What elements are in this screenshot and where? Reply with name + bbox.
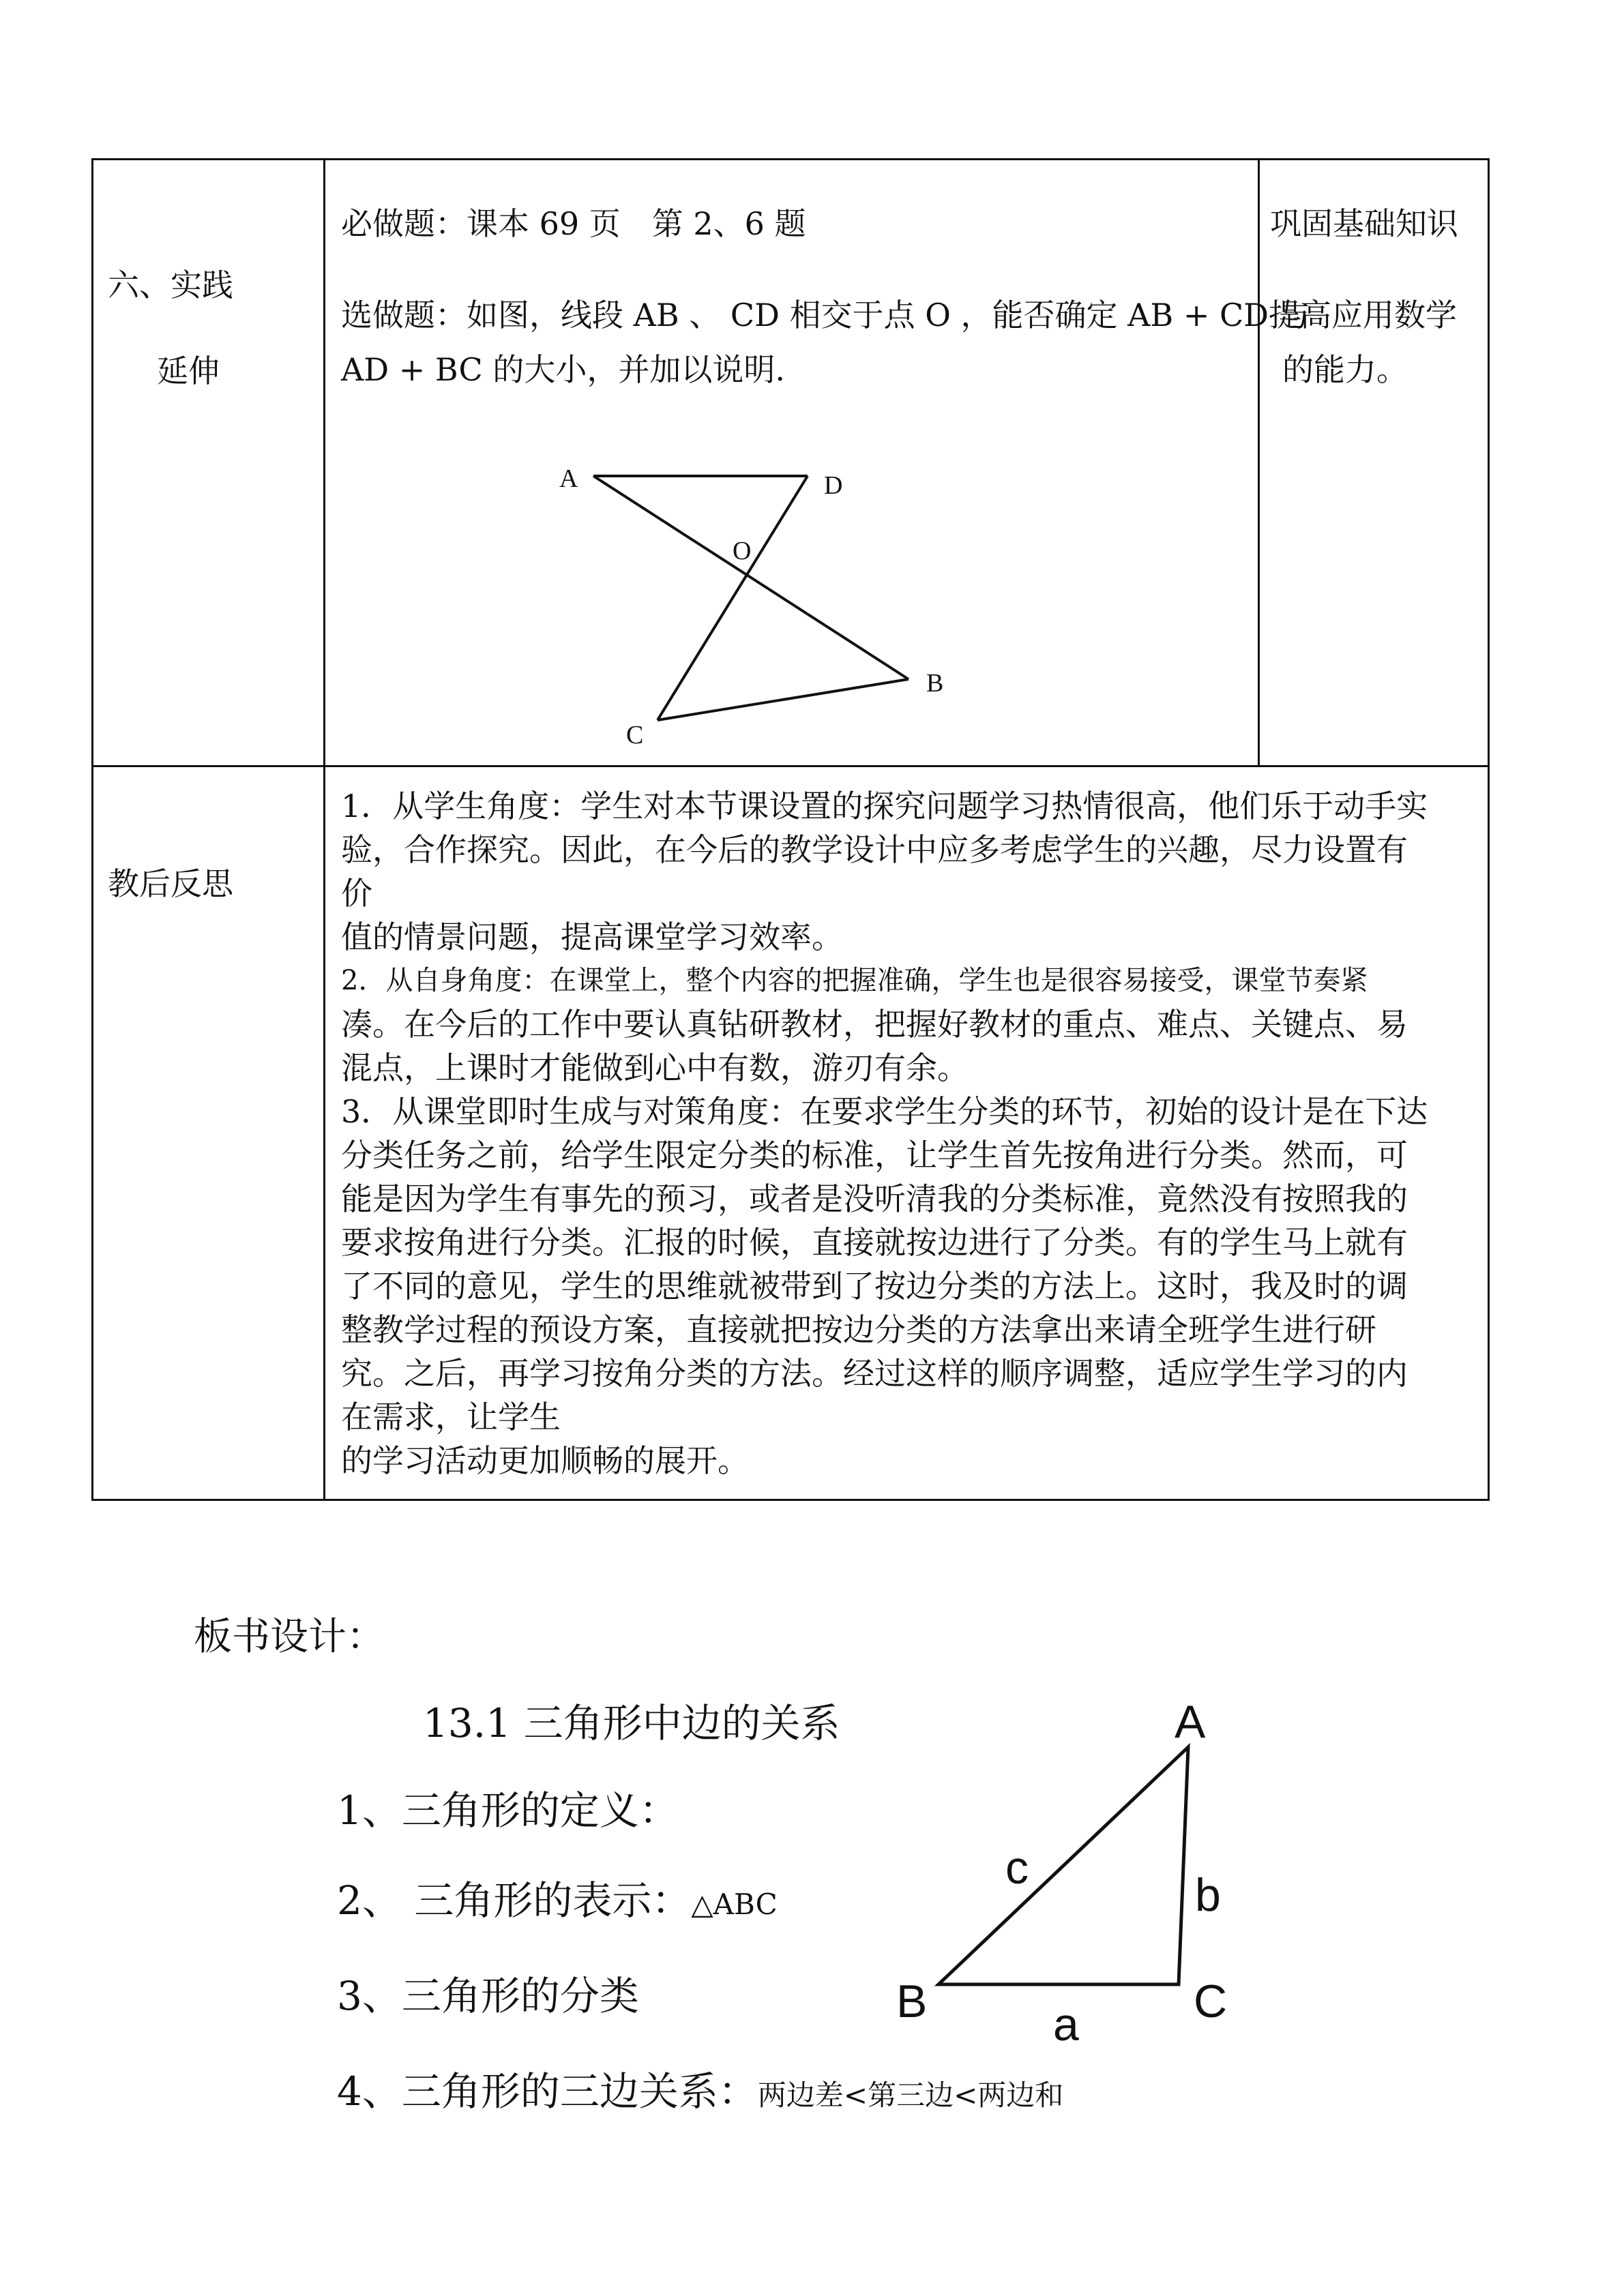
intersecting-segments-figure <box>532 450 969 736</box>
triangle-abc-figure <box>928 1732 1214 2005</box>
reflection-line: 1．从学生角度：学生对本节课设置的探究问题学习热情很高，他们乐于动手实 <box>341 788 1428 824</box>
goal-apply-math-line1: 提高应用数学 <box>1269 297 1457 333</box>
reflection-line: 能是因为学生有事先的预习，或者是没听清我的分类标准，竟然没有按照我的 <box>341 1180 1408 1217</box>
reflection-line: 在需求，让学生 <box>341 1399 561 1435</box>
board-item-text: 1、三角形的定义： <box>337 1787 679 1834</box>
board-item-note: 两边差<第三边<两边和 <box>757 2078 1064 2112</box>
reflection-line: 分类任务之前，给学生限定分类的标准，让学生首先按角进行分类。然而，可 <box>341 1137 1408 1174</box>
point-b-label: B <box>926 669 944 698</box>
reflection-line: 值的情景问题，提高课堂学习效率。 <box>341 919 843 955</box>
board-item-note: △ABC <box>691 1888 778 1921</box>
table-row-divider <box>91 765 1490 767</box>
board-item-classification <box>337 1964 639 2021</box>
table-goal-divider <box>1258 158 1260 765</box>
reflection-line: 整教学过程的预设方案，直接就把按边分类的方法拿出来请全班学生进行研 <box>341 1311 1376 1348</box>
board-item-definition <box>337 1778 679 1836</box>
section-label-extension: 延伸 <box>157 353 220 389</box>
triangle-side-b-label: b <box>1195 1869 1221 1921</box>
point-d-label: D <box>824 471 843 500</box>
reflection-line: 2．从自身角度：在课堂上，整个内容的把握准确，学生也是很容易接受，课堂节奏紧 <box>341 965 1368 996</box>
reflection-line: 价 <box>341 875 372 912</box>
triangle-abc <box>939 1747 1188 1984</box>
table-right-border <box>1488 158 1490 1501</box>
reflection-line: 3．从课堂即时生成与对策角度：在要求学生分类的环节，初始的设计是在下达 <box>341 1093 1428 1130</box>
point-a-label: A <box>559 464 578 493</box>
board-item-text: 3、三角形的分类 <box>337 1973 639 2019</box>
table-bottom-border <box>91 1499 1490 1501</box>
reflection-line: 混点，上课时才能做到心中有数，游刃有余。 <box>341 1049 969 1086</box>
triangle-vertex-a-label: A <box>1175 1696 1206 1748</box>
required-exercise: 必做题：课本 69 页 第 2、6 题 <box>341 205 806 242</box>
goal-basic-knowledge: 巩固基础知识 <box>1270 205 1458 242</box>
board-item-text: 4、三角形的三边关系： <box>337 2068 758 2115</box>
board-design-heading: 板书设计： <box>194 1615 385 1659</box>
triangle-vertex-c-label: C <box>1194 1976 1228 2027</box>
table-col-divider <box>323 158 325 1501</box>
triangle-side-c-label: c <box>1005 1842 1029 1894</box>
triangle-vertex-b-label: B <box>896 1976 928 2027</box>
board-item-side-relation <box>337 2059 1063 2117</box>
point-c-label: C <box>626 721 644 749</box>
optional-exercise-line2: AD + BC 的大小，并加以说明. <box>341 351 785 388</box>
reflection-line: 凑。在今后的工作中要认真钻研教材，把握好教材的重点、难点、关键点、易 <box>341 1006 1408 1043</box>
reflection-line: 究。之后，再学习按角分类的方法。经过这样的顺序调整，适应学生学习的内 <box>341 1355 1408 1392</box>
reflection-line: 验，合作探究。因此，在今后的教学设计中应多考虑学生的兴趣，尽力设置有 <box>341 831 1408 868</box>
optional-exercise-line1: 选做题：如图，线段 AB 、 CD 相交于点 O ，能否确定 AB + CD 与 <box>341 297 1310 333</box>
triangle-side-a-label: a <box>1053 1999 1079 2051</box>
segment-ab <box>593 476 909 679</box>
reflection-line: 要求按角进行分类。汇报的时候，直接就按边进行了分类。有的学生马上就有 <box>341 1224 1408 1261</box>
table-top-border <box>91 158 1490 160</box>
point-o-label: O <box>733 537 752 565</box>
segment-cb <box>658 679 909 720</box>
reflection-line: 了不同的意见，学生的思维就被带到了按边分类的方法上。这时，我及时的调 <box>341 1268 1408 1304</box>
goal-apply-math-line2: 的能力。 <box>1282 351 1408 388</box>
section-label-reflection: 教后反思 <box>108 865 233 902</box>
board-item-notation <box>337 1868 778 1926</box>
table-left-border <box>91 158 93 1501</box>
section-label-practice: 六、实践 <box>108 267 233 303</box>
board-title: 13.1 三角形中边的关系 <box>423 1700 840 1746</box>
board-item-text: 2、 三角形的表示： <box>337 1877 692 1924</box>
reflection-line: 的学习活动更加顺畅的展开。 <box>341 1442 749 1479</box>
